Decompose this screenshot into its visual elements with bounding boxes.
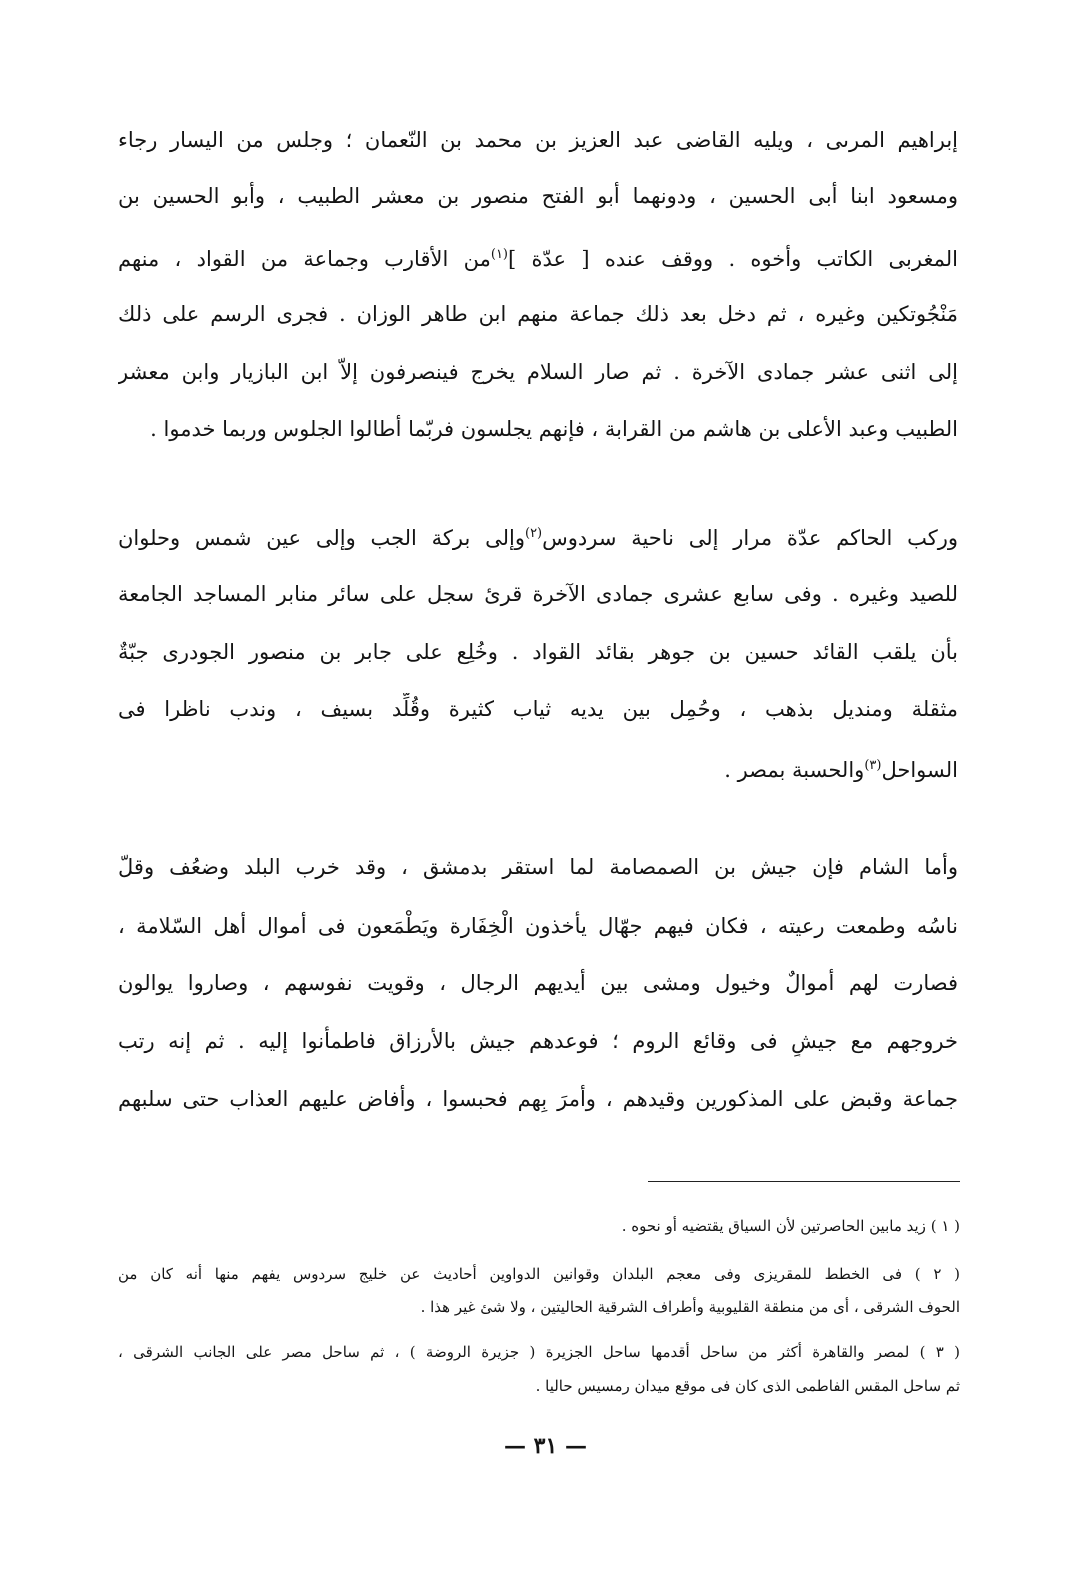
page-number: — ٣١ — bbox=[504, 1433, 587, 1459]
body-text-segment: وإلى بركة الجب وإلى عين شمس وحلوان bbox=[118, 526, 525, 550]
body-text-line: مثقلة ومنديل بذهب ، وحُمِل بين يديه ثياب كثيرة وقُلِّد بسيف ، وندب ناظرا فى bbox=[118, 697, 958, 721]
body-text-line: فصارت لهم أموالٌ وخيول ومشى بين أيديهم الرجال ، وقويت نفوسهم ، وصاروا يوالون bbox=[118, 971, 958, 995]
body-text-segment: السواحل bbox=[881, 758, 958, 782]
body-text-line: إبراهيم المرىى ، ويليه القاضى عبد العزيز بن محمد بن النّعمان ؛ وجلس من اليسار رجاء bbox=[118, 128, 958, 152]
body-text-line bbox=[118, 239, 958, 271]
body-text-segment: والحسبة بمصر . bbox=[724, 758, 865, 782]
footnote-ref[interactable]: (١) bbox=[490, 247, 508, 262]
body-text-line: للصيد وغيره . وفى سابع عشرى جمادى الآخرة قرئ سجل على سائر منابر المساجد الجامعة bbox=[118, 582, 958, 606]
body-text-segment: المغربى الكاتب وأخوه . ووقف عنده [ عدّة ] bbox=[508, 247, 958, 271]
footnote-line: ( ١ ) زيد مابين الحاصرتين لأن السياق يقتضيه أو نحوه . bbox=[621, 1217, 960, 1235]
body-text-line: خروجهم مع جيشٍ فى وقائع الروم ؛ فوعدهم جيش بالأرزاق فاطمأنوا إليه . ثم إنه رتب bbox=[118, 1029, 958, 1053]
body-text-line: وأما الشام فإن جيش بن الصمصامة لما استقر بدمشق ، وقد خرب البلد وضعُف وقلّ bbox=[118, 855, 958, 879]
body-text-segment: من الأقارب وجماعة من القواد ، منهم bbox=[118, 247, 491, 271]
body-text-line: مَنْجُوتكين وغيره ، ثم دخل بعد ذلك جماعة منهم ابن طاهر الوزان . فجرى الرسم على ذلك bbox=[118, 302, 958, 326]
body-text-line: جماعة وقبض على المذكورين وقيدهم ، وأمرَ بِهم فحبسوا ، وأفاض عليهم العذاب حتى سلبهم bbox=[118, 1087, 958, 1111]
footnote-separator bbox=[648, 1181, 960, 1182]
footnote-ref[interactable]: (٣) bbox=[864, 758, 882, 773]
body-text-line bbox=[118, 518, 958, 550]
footnote-ref[interactable]: (٢) bbox=[524, 526, 543, 541]
footnote-line: ثم ساحل المقس الفاطمى الذى كان فى موقع ميدان رمسيس حاليا . bbox=[535, 1377, 960, 1395]
body-text-line: بأن يلقب القائد حسين بن جوهر بقائد القواد . وخُلِع على جابر بن منصور الجودرى جبّةٌ bbox=[118, 640, 958, 664]
footnote-line: ( ٢ ) فى الخطط للمقريزى وفى معجم البلدان وقوانين الدواوين أحاديث عن خليج سردوس يفهم منها أنه كان من bbox=[118, 1265, 960, 1283]
footnote-line: ( ٣ ) لمصر والقاهرة أكثر من ساحل أقدمها ساحل الجزيرة ( جزيرة الروضة ) ، ثم ساحل مصر على الجانب الشرقى ، bbox=[118, 1343, 960, 1361]
body-text-line: ومسعود ابنا أبى الحسين ، ودونهما أبو الفتح منصور بن معشر الطبيب ، وأبو الحسين بن bbox=[118, 184, 958, 208]
body-text-line bbox=[118, 750, 958, 782]
body-text-segment: وركب الحاكم عدّة مرار إلى ناحية سردوس bbox=[542, 526, 958, 550]
body-text-line: إلى اثنى عشر جمادى الآخرة . ثم صار السلام يخرج فينصرفون إلاّ ابن البازيار وابن معشر bbox=[118, 360, 958, 384]
body-text-line: الطبيب وعبد الأعلى بن هاشم من القرابة ، فإنهم يجلسون فربّما أطالوا الجلوس وربما خدموا . bbox=[150, 417, 958, 441]
footnote-line: الحوف الشرقى ، أى من منطقة القليوبية وأطراف الشرقية الحاليتين ، ولا شئ غير هذا . bbox=[420, 1298, 960, 1316]
body-text-line: ناسُه وطمعت رعيته ، فكان فيهم جهّال يأخذون الْخِفَارة ويَطْمَعون فى أموال أهل السّلامة ، bbox=[118, 914, 958, 938]
